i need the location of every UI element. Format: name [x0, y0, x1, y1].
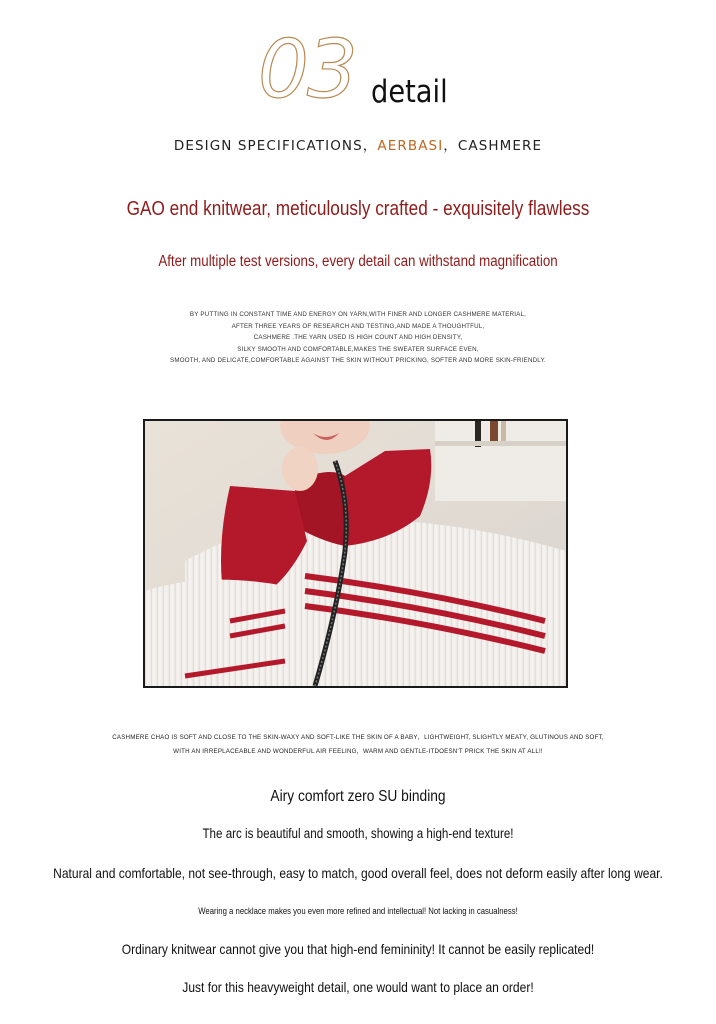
intro-line: CASHMERE .THE YARN USED IS HIGH COUNT AND HIGH DENSITY,: [253, 334, 463, 342]
design-specifications: [0, 134, 716, 154]
specs-label: DESIGN SPECIFICATIONS，: [173, 138, 378, 154]
specs-material: ，CASHMERE: [443, 138, 543, 154]
intro-line: AFTER THREE YEARS OF RESEARCH AND TESTING,AND MADE A THOUGHTFUL,: [231, 322, 485, 330]
product-detail-photo: [143, 419, 568, 688]
headline: GAO end knitwear, meticulously crafted - exquisitely flawless: [126, 198, 590, 220]
sweater-collar-illustration: [145, 421, 566, 686]
intro-line: SILKY SMOOTH AND COMFORTABLE,MAKES THE SWEATER SURFACE EVEN,: [237, 345, 479, 353]
feature-line: Just for this heavyweight detail, one would want to place an order!: [182, 979, 534, 995]
intro-line: BY PUTTING IN CONSTANT TIME AND ENERGY ON YARN,WITH FINER AND LONGER CASHMERE MATERIAL,: [189, 311, 527, 318]
intro-paragraph: [0, 309, 716, 367]
feature-line: Ordinary knitwear cannot give you that high-end femininity! It cannot be easily replicated!: [121, 941, 595, 957]
subheadline: After multiple test versions, every detail can withstand magnification: [158, 253, 558, 270]
section-title: detail: [371, 74, 448, 110]
feature-line: Airy comfort zero SU binding: [270, 788, 446, 805]
brand-name: AERBASI: [377, 138, 444, 154]
section-number: 03: [258, 23, 356, 116]
fabric-caption: [0, 731, 716, 758]
feature-line: The arc is beautiful and smooth, showing a high-end texture!: [202, 826, 514, 841]
caption-line: CASHMERE CHAO IS SOFT AND CLOSE TO THE SKIN-WAXY AND SOFT-LIKE THE SKIN OF A BABY，LIGHTWEIGHT, SLIGHTLY MEATY, GLUTINOUS AND SOFT,: [112, 734, 604, 741]
intro-line: SMOOTH, AND DELICATE,COMFORTABLE AGAINST THE SKIN WITHOUT PRICKING, SOFTER AND MORE SKIN-FRIENDLY.: [170, 357, 546, 365]
feature-line: Natural and comfortable, not see-through, easy to match, good overall feel, does not deform easily after long wear.: [53, 865, 663, 881]
feature-line: Wearing a necklace makes you even more refined and intellectual! Not lacking in casualness!: [198, 906, 518, 916]
caption-line: WITH AN IRREPLACEABLE AND WONDERFUL AIR FEELING，WARM AND GENTLE-ITDOESN'T PRICK THE SKIN AT ALL!!: [173, 747, 543, 755]
